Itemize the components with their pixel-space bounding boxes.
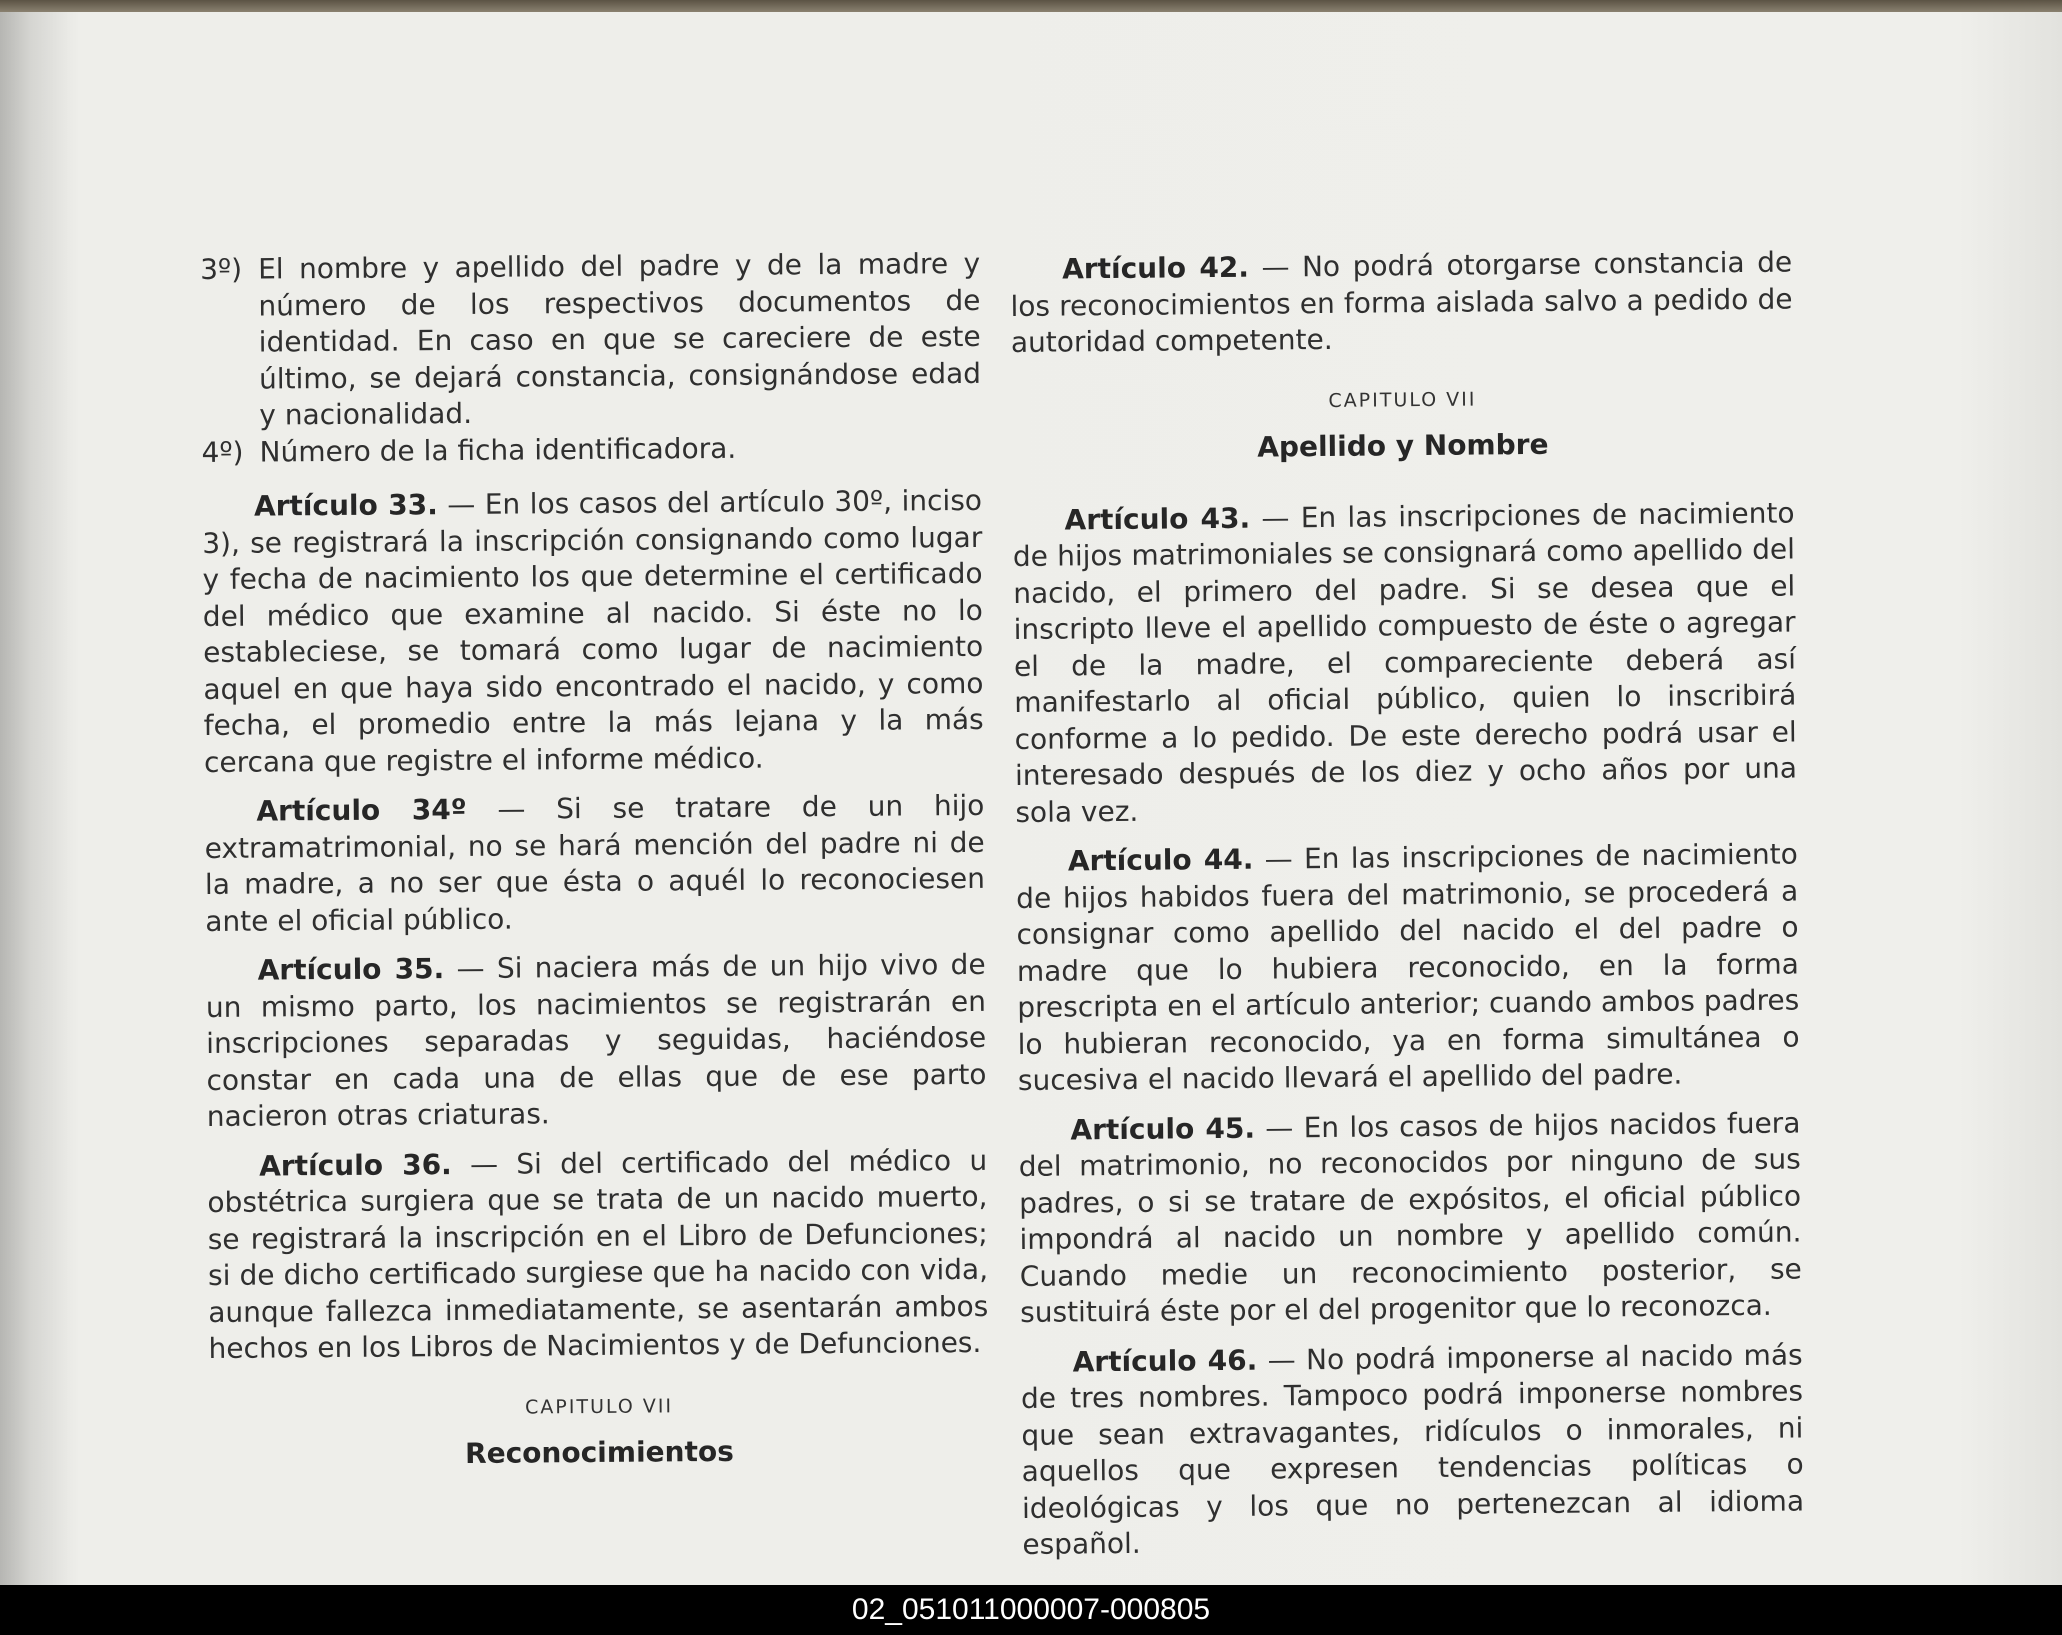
article-text: — En los casos del artículo 30º, inciso 3), se registrará la inscripción consignando como lugar y fecha de nacimiento los que determine el certificado del médico que examine al nacido. Si éste no lo estableciese, se tomará como lugar de nacimiento aquel en que haya sido encontrado el nacido, y como fecha, el promedio entre la más lejana y la más cercana que registre el informe médico.	[202, 483, 984, 779]
chapter-heading: CAPITULO VII	[525, 1394, 674, 1418]
article-label: Artículo 44.	[1067, 842, 1254, 878]
article-label: Artículo 35.	[257, 952, 445, 987]
article-text: — Si del certificado del médico u obstétrica surgiera que se trata de un nacido muerto, se registrará la inscripción en el Libro de Defunciones; si de dicho certificado surgiese que ha nacido con vida, aunque fallezca inmediatamente, se asentarán ambos hechos en los Libros de Nacimientos y de Defunciones.	[207, 1143, 989, 1365]
article-44	[1016, 836, 1800, 1099]
article-34	[204, 788, 985, 940]
article-text: — En las inscripciones de nacimiento de hijos habidos fuera del matrimonio, se procederá a consignar como apellido del nacido el del padre o madre que lo hubiera reconocido, en la forma prescripta en el artículo anterior; cuando ambos padres lo hubieran reconocido, ya en forma simultánea o sucesiva el nacido llevará el apellido del padre.	[1016, 837, 1800, 1097]
article-35	[206, 947, 987, 1136]
item-number: 3º)	[200, 252, 243, 286]
article-text: — No podrá imponerse al nacido más de tres nombres. Tampoco podrá imponerse nombres que sean extravagantes, ridículos o inmorales, ni aquellos que expresen tendencias políticas o ideológicas y los que no pertenezcan al idioma español.	[1020, 1337, 1805, 1561]
list-item	[201, 428, 981, 471]
article-label: Artículo 45.	[1070, 1111, 1256, 1146]
chapter-heading: CAPITULO VII	[1328, 388, 1477, 412]
article-label: Artículo 46.	[1072, 1343, 1258, 1378]
book-top-edge	[0, 0, 2062, 12]
article-text: — En los casos de hijos nacidos fuera del matrimonio, no reconocidos por ninguno de sus padres, o si se tratare de expósitos, el oficial público impondrá al nacido un nombre y apellido común. Cuando medie un reconocimiento posterior, se sustituirá éste por el del progenitor que lo reconozca.	[1018, 1105, 1802, 1329]
list-item	[200, 246, 981, 435]
image-caption: 02_051011000007-000805	[0, 1585, 2062, 1635]
right-column	[1010, 244, 1805, 1576]
article-43	[1012, 495, 1797, 831]
left-column	[200, 246, 990, 1509]
article-45	[1018, 1105, 1802, 1331]
item-text: Número de la ficha identificadora.	[259, 431, 737, 469]
article-42	[1010, 244, 1793, 361]
article-text: — Si naciera más de un hijo vivo de un mismo parto, los nacimientos se registrarán en inscripciones separadas y seguidas, haciéndose constar en cada una de ellas que de ese parto nacieron otras criaturas.	[205, 947, 987, 1133]
article-label: Artículo 43.	[1064, 501, 1251, 536]
article-33	[202, 483, 984, 781]
article-text: — No podrá otorgarse constancia de los reconocimientos en forma aislada salvo a pedido de autoridad competente.	[1010, 245, 1793, 359]
article-label: Artículo 34º	[256, 792, 467, 828]
article-label: Artículo 36.	[259, 1147, 452, 1183]
article-label: Artículo 33.	[253, 488, 438, 523]
section-title: Apellido y Nombre	[1257, 427, 1549, 464]
article-label: Artículo 42.	[1062, 250, 1250, 286]
section-title: Reconocimientos	[464, 1434, 734, 1470]
article-text: — Si se tratare de un hijo extramatrimonial, no se hará mención del padre ni de la madre, a no ser que ésta o aquél lo reconociesen ante el oficial público.	[204, 788, 986, 938]
article-text: — En las inscripciones de nacimiento de hijos matrimoniales se consignará como apellido del nacido, el primero del padre. Si se desea que el inscripto lleve el apellido compuesto de éste o agregar el de la madre, el compareciente deberá así manifestarlo al oficial público, quien lo inscribirá conforme a lo pedido. De este derecho podrá usar el interesado después de los diez y ocho años por una sola vez.	[1012, 495, 1798, 829]
item-text: El nombre y apellido del padre y de la madre y número de los respectivos documentos de identidad. En caso en que se careciere de este último, se dejará constancia, consignándose edad y nacionalidad.	[258, 246, 982, 432]
scanned-page	[0, 12, 2062, 1585]
article-46	[1020, 1337, 1804, 1563]
item-number: 4º)	[201, 435, 244, 469]
gutter-shadow	[0, 12, 80, 1585]
article-36	[207, 1142, 989, 1367]
